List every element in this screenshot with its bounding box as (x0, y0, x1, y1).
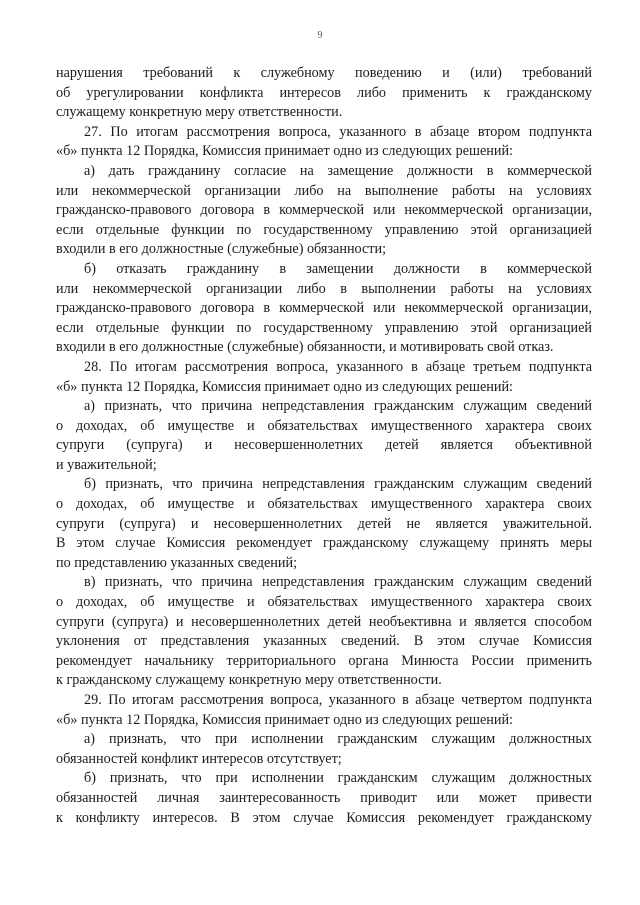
text-line: или некоммерческой организации либо в выполнении работы на условиях (56, 280, 592, 297)
text-line: к конфликту интересов. В этом случае Комиссия рекомендует гражданскому (56, 809, 592, 826)
page-number: 9 (317, 30, 323, 41)
text-line: о доходах, об имуществе и обязательствах имущественного характера своих (56, 496, 592, 513)
text-line: в) признать, что причина непредставления гражданским служащим сведений (84, 574, 592, 591)
text-line: по представлению указанных сведений; (56, 554, 298, 571)
text-line: или некоммерческой организации либо на выполнение работы на условиях (56, 182, 592, 199)
text-line: гражданско-правового договора в коммерческой или некоммерческой организации, (56, 300, 592, 317)
text-line: уклонения от представления указанных сведений. В этом случае Комиссия (56, 633, 592, 650)
text-line: входили в его должностные (служебные) обязанности; (56, 241, 387, 258)
text-line: «б» пункта 12 Порядка, Комиссия принимает одно из следующих решений: (56, 378, 513, 395)
text-line: а) признать, что причина непредставления гражданским служащим сведений (84, 398, 592, 415)
text-line: «б» пункта 12 Порядка, Комиссия принимает одно из следующих решений: (56, 143, 513, 160)
text-line: В этом случае Комиссия рекомендует гражданскому служащему принять меры (56, 535, 592, 552)
text-line: а) признать, что при исполнении гражданским служащим должностных (84, 731, 592, 748)
text-line: обязанностей конфликт интересов отсутствует; (56, 750, 342, 767)
text-line: к гражданскому служащему конкретную меру ответственности. (56, 672, 442, 689)
text-line: б) признать, что причина непредставления гражданским служащим сведений (84, 476, 592, 493)
text-line: б) отказать гражданину в замещении должности в коммерческой (84, 260, 592, 277)
text-line: об урегулировании конфликта интересов либо применить к гражданскому (56, 84, 592, 101)
text-line: нарушения требований к служебному поведению и (или) требований (56, 65, 592, 81)
text-line: если отдельные функции по государственному управлению этой организацией (56, 319, 592, 336)
text-line: а) дать гражданину согласие на замещение должности в коммерческой (84, 162, 592, 179)
text-line: «б» пункта 12 Порядка, Комиссия принимает одно из следующих решений: (56, 711, 513, 728)
text-line: рекомендует начальнику территориального органа Минюста России применить (56, 652, 592, 669)
text-line: гражданско-правового договора в коммерческой или некоммерческой организации, (56, 202, 592, 219)
text-line: супруги (супруга) и несовершеннолетних детей является объективной (56, 437, 592, 454)
text-line: служащему конкретную меру ответственности. (56, 104, 343, 121)
text-line: 27. По итогам рассмотрения вопроса, указанного в абзаце втором подпункта (84, 123, 592, 140)
text-line: входили в его должностные (служебные) обязанности, и мотивировать свой отказ. (56, 339, 554, 356)
text-line: супруги (супруга) и несовершеннолетних детей необъективна и является способом (56, 613, 592, 630)
text-line: если отдельные функции по государственному управлению этой организацией (56, 221, 592, 238)
document-body (56, 64, 592, 828)
text-line: о доходах, об имуществе и обязательствах имущественного характера своих (56, 417, 592, 434)
text-line: 28. По итогам рассмотрения вопроса, указанного в абзаце третьем подпункта (84, 358, 592, 375)
text-line: и уважительной; (56, 456, 157, 473)
text-line: о доходах, об имуществе и обязательствах имущественного характера своих (56, 594, 592, 611)
text-line: 29. По итогам рассмотрения вопроса, указанного в абзаце четвертом подпункта (84, 692, 592, 708)
text-line: супруги (супруга) и несовершеннолетних детей не является уважительной. (56, 515, 592, 532)
text-line: б) признать, что при исполнении гражданским служащим должностных (84, 770, 592, 787)
text-line: обязанностей личная заинтересованность приводит или может привести (56, 789, 592, 806)
